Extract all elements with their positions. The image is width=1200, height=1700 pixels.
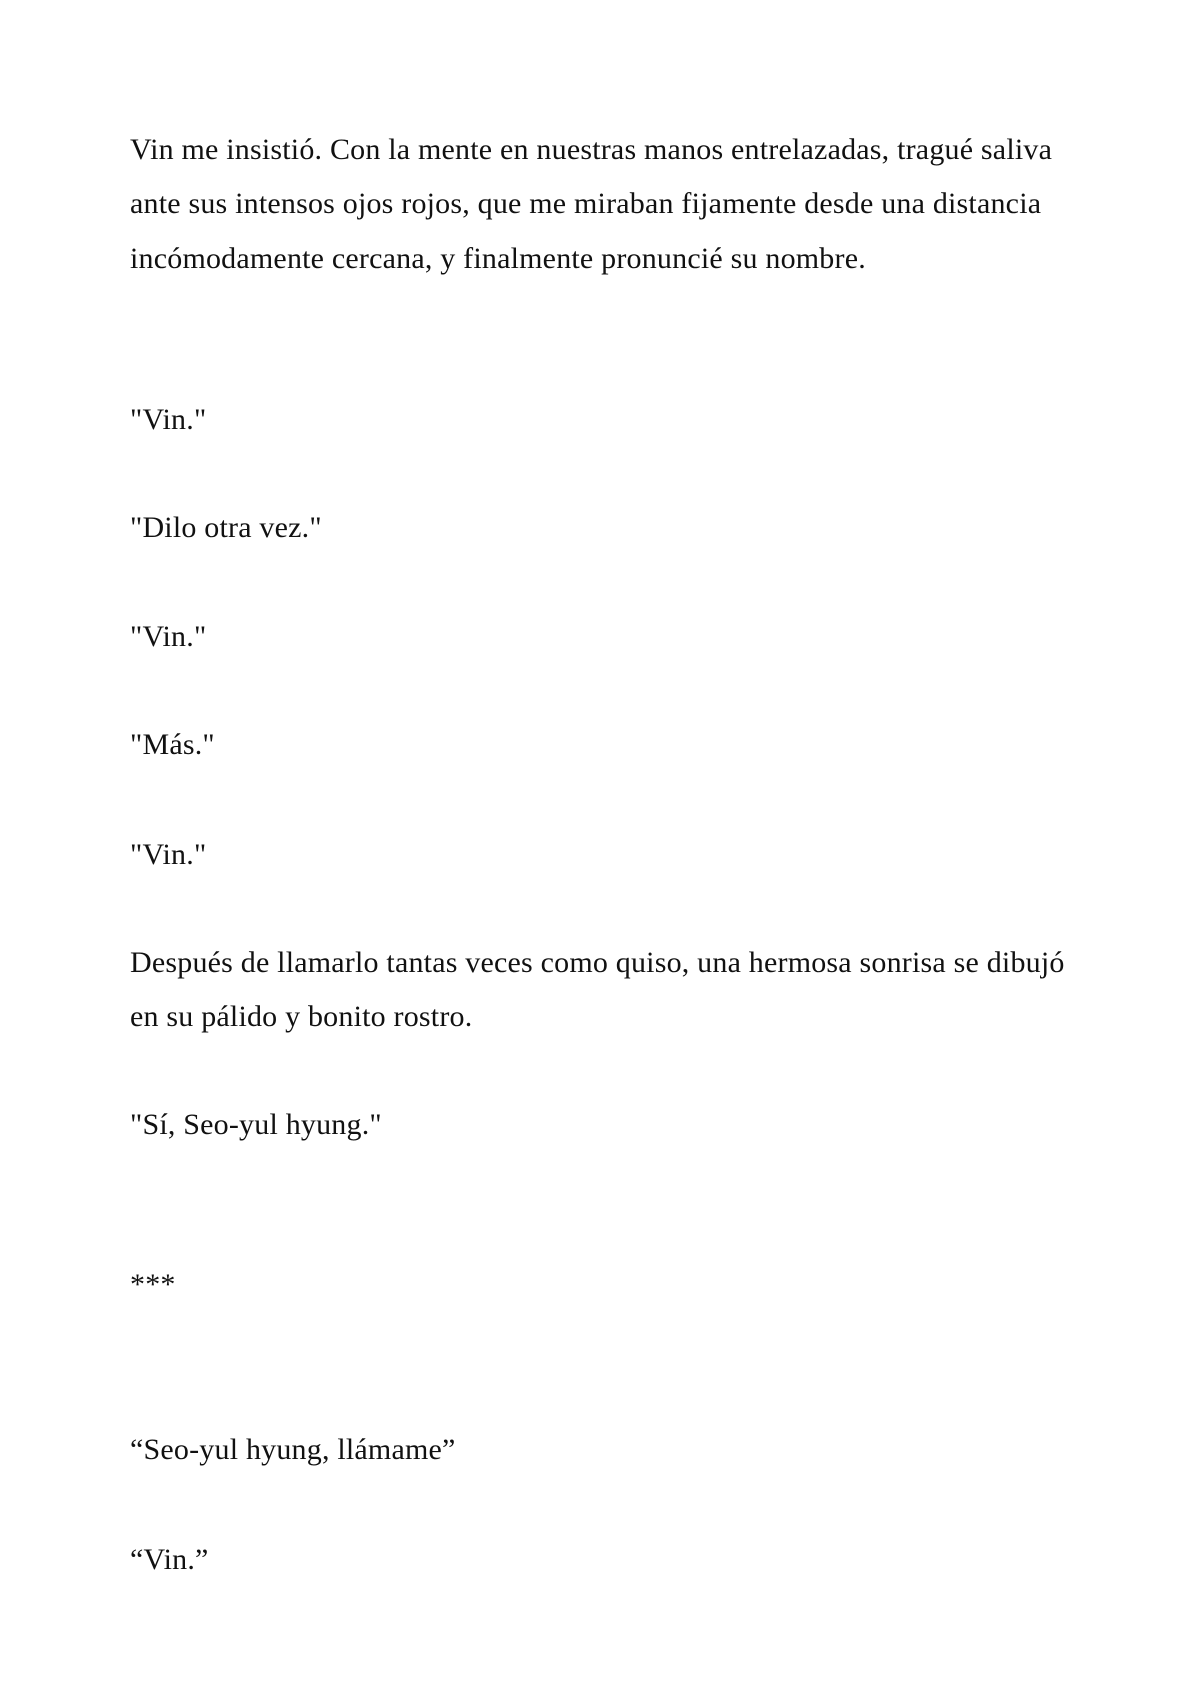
dialogue-vin-2: "Vin." [130,620,207,653]
dialogue-vin-4: “Vin.” [130,1543,209,1576]
dialogue-si-seo-yul: "Sí, Seo-yul hyung." [130,1108,382,1141]
dialogue-mas: "Más." [130,728,215,761]
dialogue-vin-1: "Vin." [130,403,207,436]
dialogue-llamame: “Seo-yul hyung, llámame” [130,1433,456,1466]
paragraph-intro: Vin me insistió. Con la mente en nuestras manos entrelazadas, tragué saliva ante sus intensos ojos rojos, que me miraban fijamente desde una distancia incómodamente cercana, y finalmente pronuncié su nombre. [130,133,1053,275]
paragraph-sonrisa: Después de llamarlo tantas veces como quiso, una hermosa sonrisa se dibujó en su pálido y bonito rostro. [130,946,1065,1034]
section-break: *** [130,1268,176,1301]
dialogue-dilo-otra-vez: "Dilo otra vez." [130,511,322,544]
dialogue-vin-3: "Vin." [130,838,207,871]
